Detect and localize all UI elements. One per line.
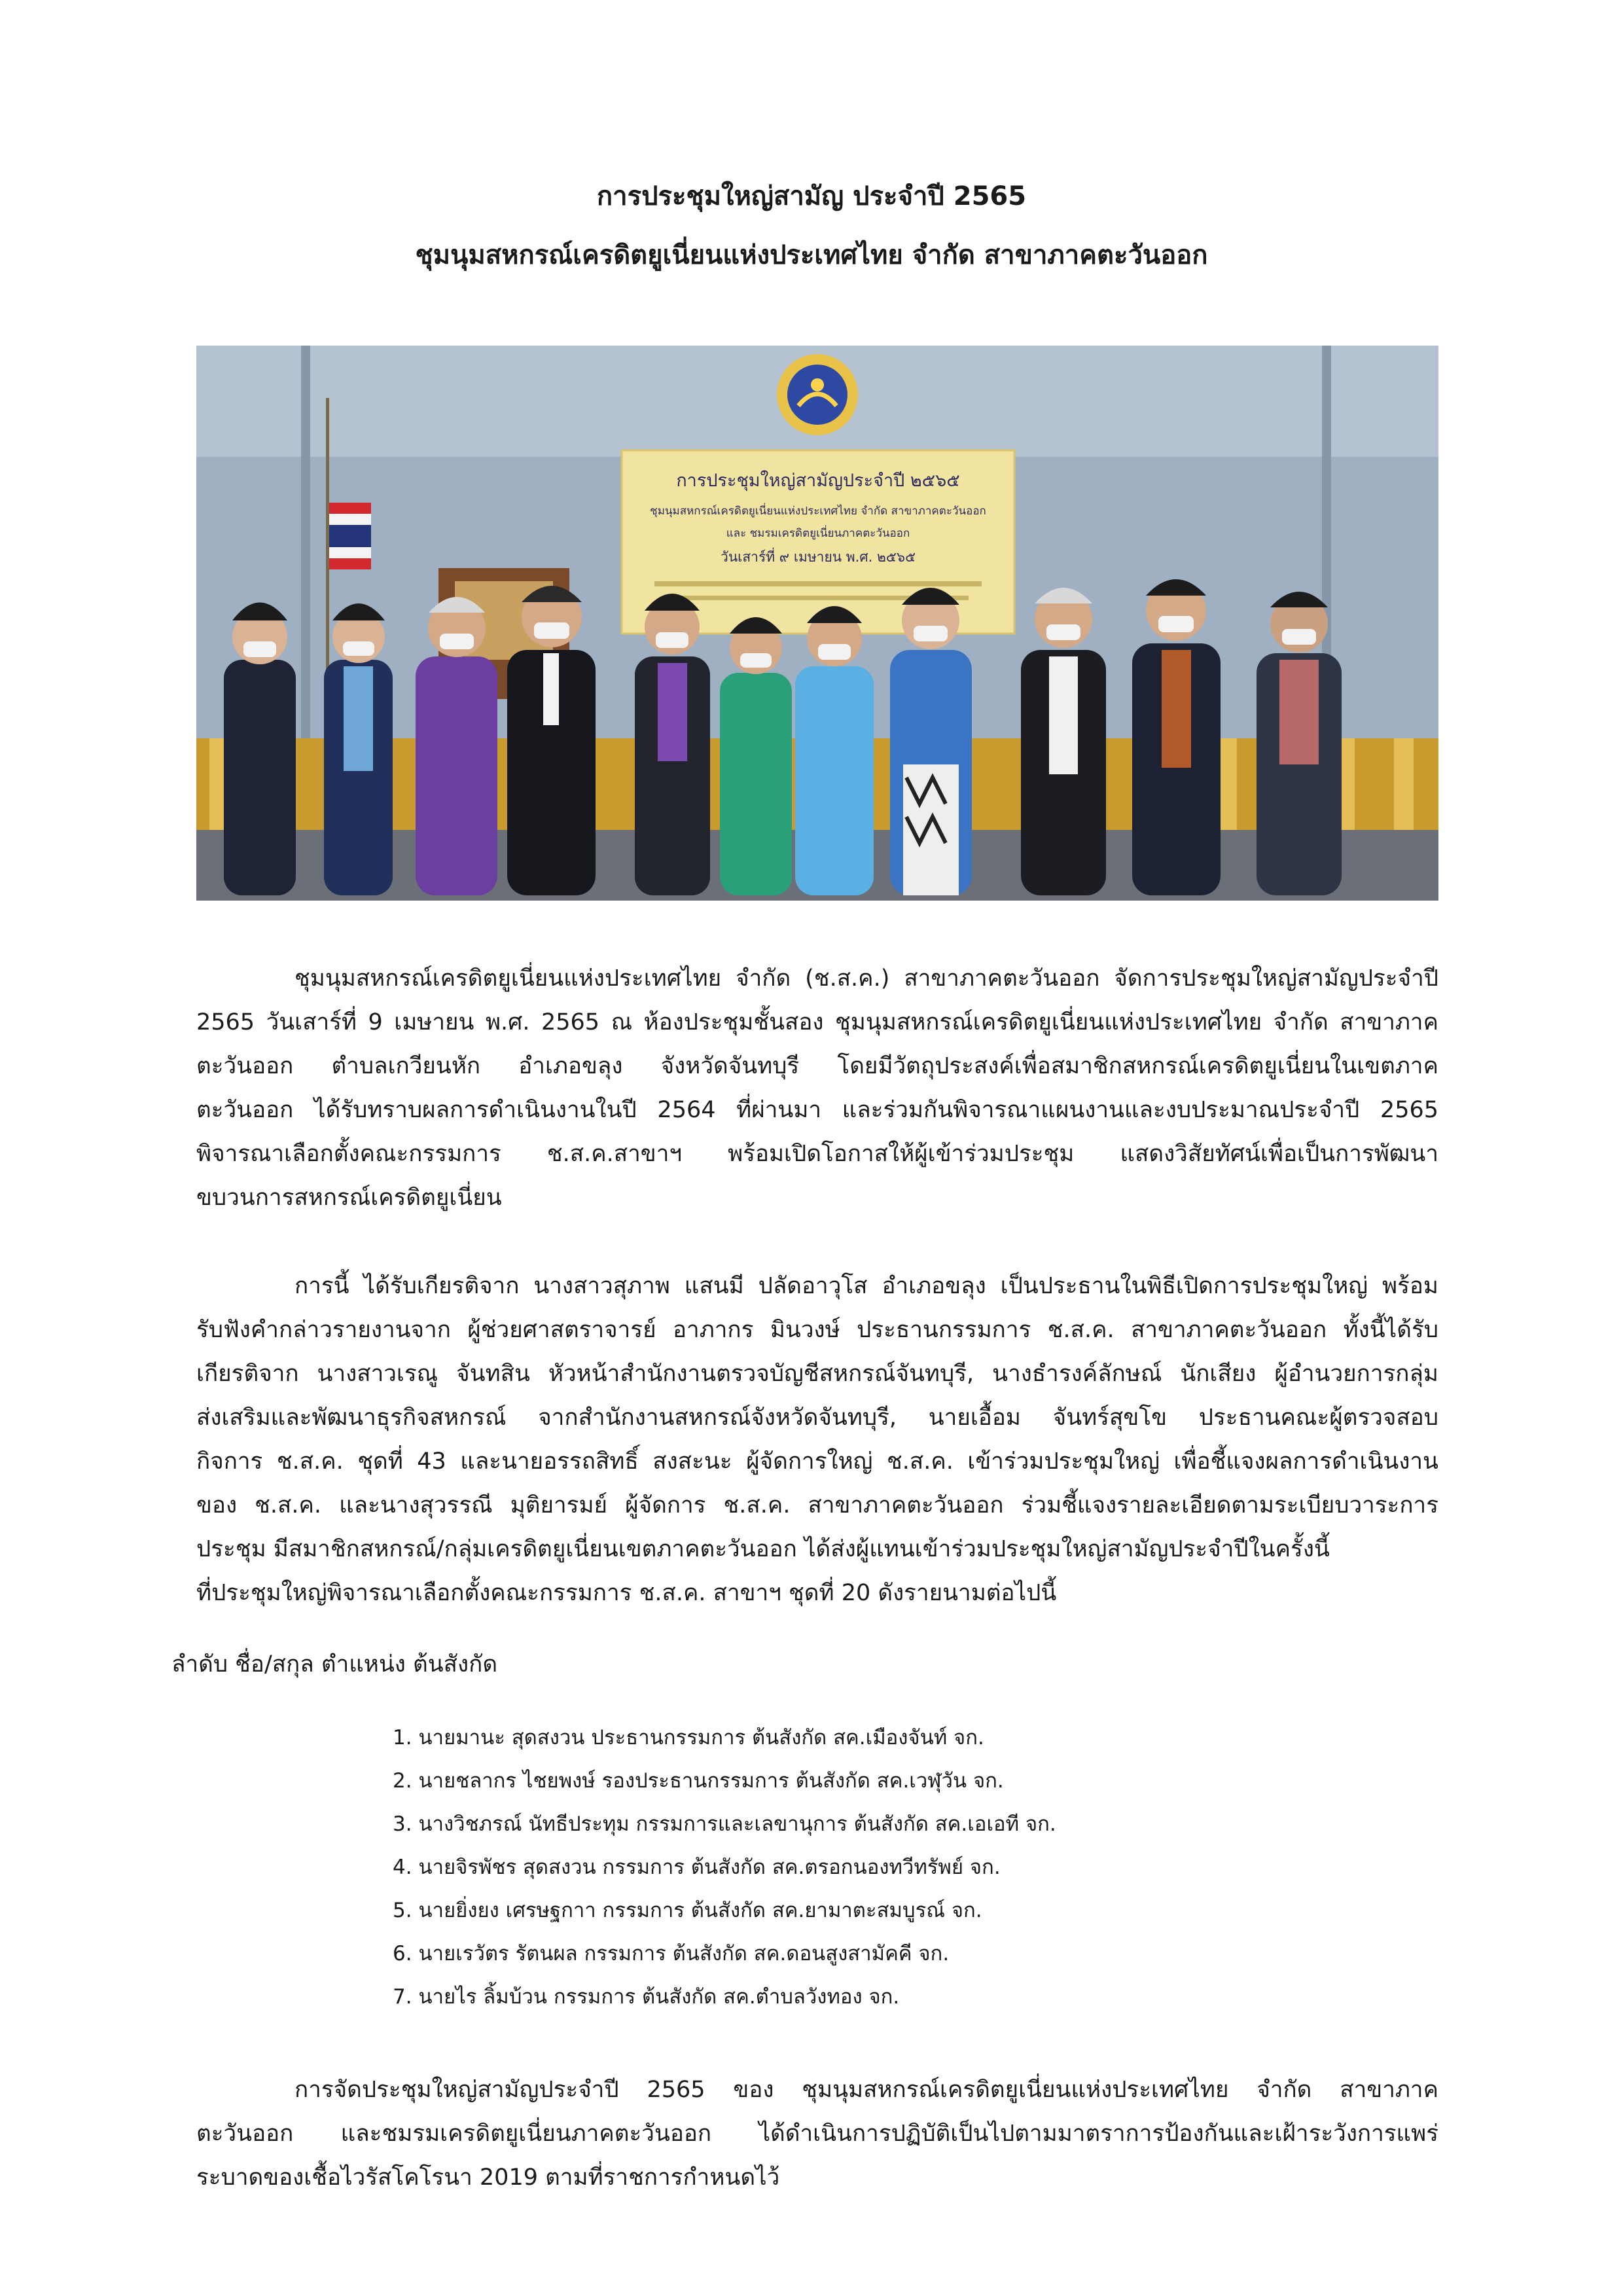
page-title: การประชุมใหญ่สามัญ ประจำปี 2565	[596, 181, 1027, 211]
page-subtitle: ชุมนุมสหกรณ์เครดิตยูเนี่ยนแห่งประเทศไทย จำกัด สาขาภาคตะวันออก	[415, 240, 1208, 270]
text-line: พิจารณาเลือกตั้งคณะกรรมการ ช.ส.ค.สาขาฯ พร้อมเปิดโอกาสให้ผู้เข้าร่วมประชุม แสดงวิสัยทัศน์เพื่อเป็นการพัฒนา	[196, 1141, 1438, 1167]
banner-line-2: ชุมนุมสหกรณ์เครดิตยูเนี่ยนแห่งประเทศไทย จำกัด สาขาภาคตะวันออก	[650, 505, 986, 518]
text-line: การนี้ ได้รับเกียรติจาก นางสาวสุภาพ แสนมี ปลัดอาวุโส อำเภอขลุง เป็นประธานในพิธีเปิดการประชุมใหญ่ พร้อม	[294, 1273, 1438, 1299]
text-line: ชุมนุมสหกรณ์เครดิตยูเนี่ยนแห่งประเทศไทย จำกัด (ช.ส.ค.) สาขาภาคตะวันออก จัดการประชุมใหญ่สามัญประจำปี	[294, 965, 1438, 992]
banner-line-3: และ ชมรมเครดิตยูเนี่ยนภาคตะวันออก	[726, 527, 910, 540]
text-line: ประชุม มีสมาชิกสหกรณ์/กลุ่มเครดิตยูเนี่ยนเขตภาคตะวันออก ได้ส่งผู้แทนเข้าร่วมประชุมใหญ่สามัญประจำปีในครั้งนี้	[196, 1536, 1330, 1562]
banner-line-1: การประชุมใหญ่สามัญประจำปี ๒๕๖๕	[676, 471, 960, 491]
list-item: 5. นายยิ่งยง เศรษฐกาา กรรมการ ต้นสังกัด สค.ยามาตะสมบูรณ์ จก.	[393, 1899, 982, 1922]
list-item: 7. นายไร ลิ้มบ้วน กรรมการ ต้นสังกัด สค.ตำบลวังทอง จก.	[393, 1985, 900, 2009]
text-line: ส่งเสริมและพัฒนาธุรกิจสหกรณ์ จากสำนักงานสหกรณ์จังหวัดจันทบุรี, นายเอื้อม จันทร์สุขโข ประธานคณะผู้ตรวจสอบ	[196, 1405, 1438, 1431]
group-photo	[196, 346, 1438, 901]
text-line: ขบวนการสหกรณ์เครดิตยูเนี่ยน	[196, 1185, 502, 1211]
text-line: ระบาดของเชื้อไวรัสโคโรนา 2019 ตามที่ราชการกำหนดไว้	[196, 2164, 780, 2191]
text-line: การจัดประชุมใหญ่สามัญประจำปี 2565 ของ ชุมนุมสหกรณ์เครดิตยูเนี่ยนแห่งประเทศไทย จำกัด สาขาภาค	[294, 2077, 1438, 2103]
text-line: ตะวันออก ได้รับทราบผลการดำเนินงานในปี 2564 ที่ผ่านมา และร่วมกันพิจารณาแผนงานและงบประมาณประจำปี 2565	[196, 1097, 1438, 1123]
list-header: ลำดับ ชื่อ/สกุล ตำแหน่ง ต้นสังกัด	[171, 1651, 498, 1677]
paragraph-covid-measures	[196, 2068, 1438, 2200]
person	[224, 603, 296, 896]
list-item: 4. นายจิรพัชร สุดสงวน กรรมการ ต้นสังกัด สค.ตรอกนองทวีทรัพย์ จก.	[393, 1856, 1001, 1879]
text-line: ที่ประชุมใหญ่พิจารณาเลือกตั้งคณะกรรมการ ช.ส.ค. สาขาฯ ชุดที่ 20 ดังรายนามต่อไปนี้	[196, 1580, 1057, 1606]
text-line: รับฟังคำกล่าวรายงานจาก ผู้ช่วยศาสตราจารย์ อาภากร มินวงษ์ ประธานกรรมการ ช.ส.ค. สาขาภาคตะวันออก ทั้งนี้ได้รับ	[196, 1317, 1438, 1343]
text-line: เกียรติจาก นางสาวเรณู จันทสิน หัวหน้าสำนักงานตรวจบัญชีสหกรณ์จันทบุรี, นางธำรงค์ลักษณ์ นักเสียง ผู้อำนวยการกลุ่ม	[196, 1361, 1438, 1387]
list-item: 6. นายเรวัตร รัตนผล กรรมการ ต้นสังกัด สค.ดอนสูงสามัคคี จก.	[393, 1942, 950, 1965]
banner-line-4: วันเสาร์ที่ ๙ เมษายน พ.ศ. ๒๕๖๕	[721, 549, 916, 565]
list-item: 2. นายชลากร ไชยพงษ์ รองประธานกรรมการ ต้นสังกัด สค.เวฬุวัน จก.	[393, 1769, 1004, 1793]
text-line: กิจการ ช.ส.ค. ชุดที่ 43 และนายอรรถสิทธิ์ สงสะนะ ผู้จัดการใหญ่ ช.ส.ค. เข้าร่วมประชุมใหญ่ เพื่อชี้แจงผลการดำเนินงาน	[196, 1448, 1438, 1475]
paragraph-guests	[196, 1265, 1438, 1615]
committee-list	[393, 1716, 1056, 2018]
text-line: ตะวันออก และชมรมเครดิตยูเนี่ยนภาคตะวันออก ได้ดำเนินการปฏิบัติเป็นไปตามมาตราการป้องกันและเฝ้าระวังการแพร่	[196, 2121, 1438, 2147]
text-line: ตะวันออก ตำบลเกวียนหัก อำเภอขลุง จังหวัดจันทบุรี โดยมีวัตถุประสงค์เพื่อสมาชิกสหกรณ์เครดิตยูเนี่ยนในเขตภาค	[196, 1053, 1438, 1079]
cooperative-logo-icon	[777, 354, 858, 435]
text-line: ของ ช.ส.ค. และนางสุวรรณี มุติยารมย์ ผู้จัดการ ช.ส.ค. สาขาภาคตะวันออก ร่วมชี้แจงรายละเอียดตามระเบียบวาระการ	[196, 1492, 1438, 1518]
paragraph-intro	[196, 957, 1438, 1220]
list-item: 1. นายมานะ สุดสงวน ประธานกรรมการ ต้นสังกัด สค.เมืองจันท์ จก.	[393, 1726, 984, 1749]
list-item: 3. นางวิชภรณ์ นัทธีประทุม กรรมการและเลขานุการ ต้นสังกัด สค.เอเอที จก.	[393, 1812, 1056, 1836]
text-line: 2565 วันเสาร์ที่ 9 เมษายน พ.ศ. 2565 ณ ห้องประชุมชั้นสอง ชุมนุมสหกรณ์เครดิตยูเนี่ยนแห่งประเทศไทย จำกัด สาขาภาค	[196, 1009, 1438, 1035]
